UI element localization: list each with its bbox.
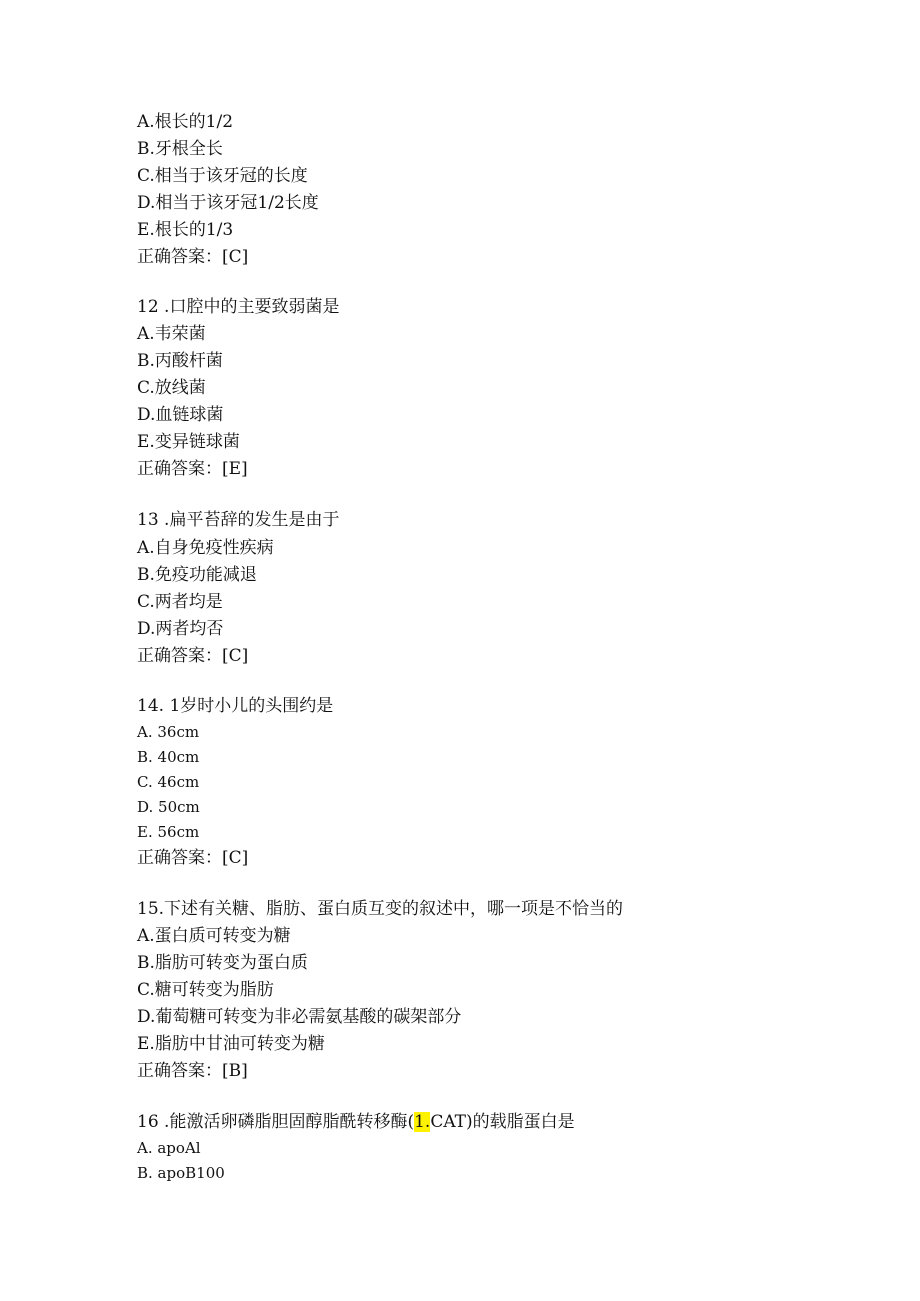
option-e: E.脂肪中甘油可转变为糖 xyxy=(137,1034,325,1054)
option-c: C.糖可转变为脂肪 xyxy=(137,980,274,1000)
option-b: B. apoB100 xyxy=(137,1164,225,1182)
answer-text: 正确答案：[E] xyxy=(137,459,248,479)
option-b: B.牙根全长 xyxy=(137,139,223,159)
option-a: A.根长的1/2 xyxy=(137,112,234,132)
option-e: E.根长的1/3 xyxy=(137,220,234,240)
option-a: A.韦荣菌 xyxy=(137,324,206,344)
answer-text: 正确答案：[C] xyxy=(137,848,249,868)
option-a: A. 36cm xyxy=(137,723,200,741)
question-title: 13 .扁平苔辞的发生是由于 xyxy=(137,510,340,530)
option-a: A.蛋白质可转变为糖 xyxy=(137,926,291,946)
option-d: D. 50cm xyxy=(137,798,200,816)
question-title: 15.下述有关糖、脂肪、蛋白质互变的叙述中，哪一项是不恰当的 xyxy=(137,899,624,919)
option-c: C.放线菌 xyxy=(137,378,206,398)
highlighted-text: 1. xyxy=(414,1112,431,1132)
answer-text: 正确答案：[C] xyxy=(137,247,249,267)
option-b: B.脂肪可转变为蛋白质 xyxy=(137,953,308,973)
question-title: 14. 1岁时小儿的头围约是 xyxy=(137,696,334,716)
question-title-part: CAT)的载脂蛋白是 xyxy=(430,1112,575,1132)
option-b: B.免疫功能减退 xyxy=(137,565,257,585)
option-e: E. 56cm xyxy=(137,823,200,841)
answer-text: 正确答案：[C] xyxy=(137,646,249,666)
option-c: C.两者均是 xyxy=(137,592,223,612)
option-c: C.相当于该牙冠的长度 xyxy=(137,166,308,186)
option-c: C. 46cm xyxy=(137,773,200,791)
question-title-part: 16 .能激活卵磷脂胆固醇脂酰转移酶( xyxy=(137,1112,415,1132)
question-title: 12 .口腔中的主要致弱菌是 xyxy=(137,297,340,317)
option-e: E.变异链球菌 xyxy=(137,432,240,452)
option-d: D.两者均否 xyxy=(137,619,224,639)
option-d: D.葡萄糖可转变为非必需氨基酸的碳架部分 xyxy=(137,1007,462,1027)
option-d: D.相当于该牙冠1/2长度 xyxy=(137,193,319,213)
question-title xyxy=(137,1114,575,1131)
option-a: A. apoAl xyxy=(137,1139,201,1157)
answer-text: 正确答案：[B] xyxy=(137,1061,248,1081)
option-d: D.血链球菌 xyxy=(137,405,224,425)
option-b: B. 40cm xyxy=(137,748,200,766)
option-b: B.丙酸杆菌 xyxy=(137,351,223,371)
option-a: A.自身免疫性疾病 xyxy=(137,538,274,558)
